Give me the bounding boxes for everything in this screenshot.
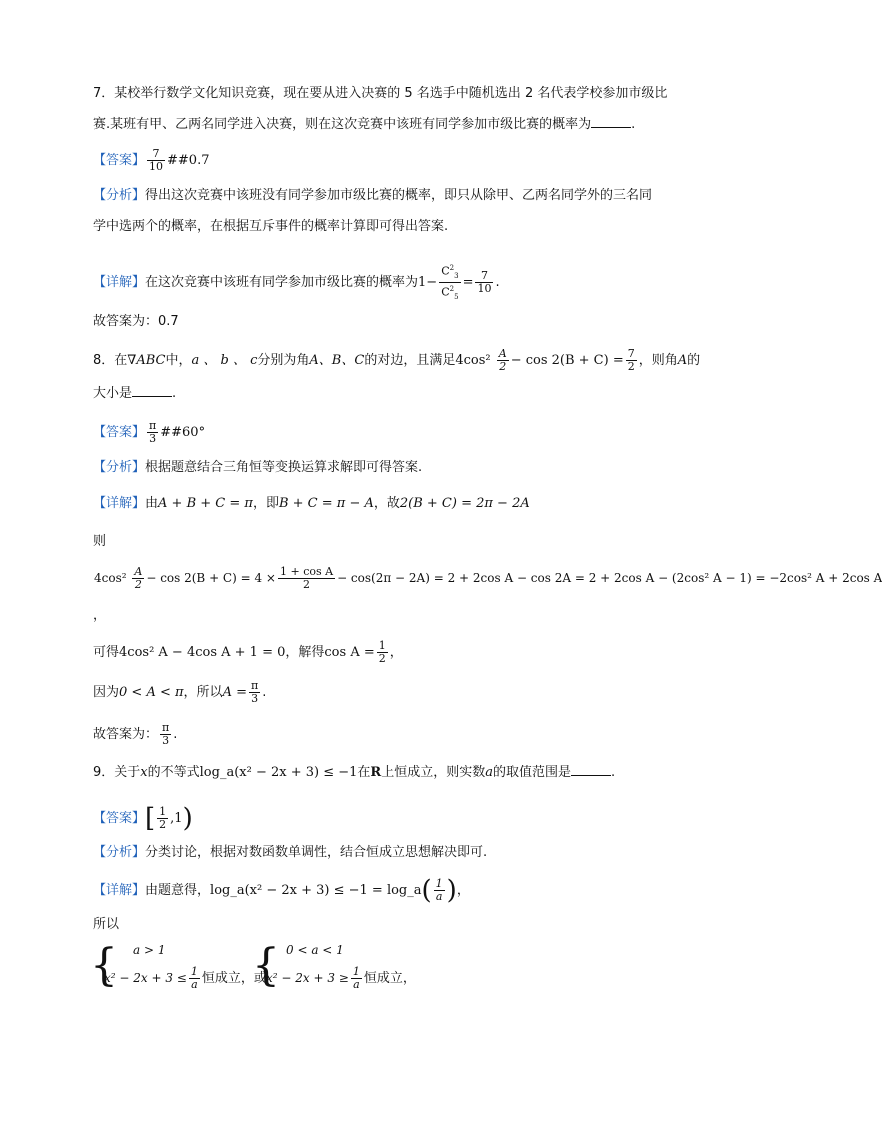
q7-stem-text2: 赛.某班有甲、乙两名同学进入决赛，则在这次竞赛中该班有同学参加市级比赛的概率为 [93, 117, 592, 132]
text: 所以 [93, 917, 120, 932]
q8-analysis [93, 458, 422, 478]
case2-top: 0 < a < 1 [286, 943, 344, 957]
fraction [157, 806, 168, 831]
math-expr: B + C = π − A [278, 496, 374, 511]
answer-tag: 【答案】 [93, 811, 146, 826]
detail-tag: 【详解】 [93, 496, 146, 511]
q7-answer [93, 148, 209, 173]
paren-close: ) [182, 803, 193, 834]
q9-stem: 9．关于x的不等式log_a(x² − 2x + 3) ≤ −1在R上恒成立，则实数a的取值范围是 . [93, 765, 616, 780]
math-expr: − cos 2(B + C) = [510, 353, 624, 368]
paren-open: ( [421, 875, 432, 906]
text: ，解得 [285, 645, 325, 660]
fraction [147, 420, 158, 445]
q8-then [93, 532, 106, 552]
answer-blank [571, 763, 611, 776]
math-expr: A + B + C = π [158, 496, 253, 511]
brace-left-2: { [252, 940, 280, 991]
frac-den: 2 [627, 360, 635, 373]
var-a: a [485, 765, 494, 780]
fraction [497, 348, 509, 373]
frac-num: 1 [378, 639, 386, 652]
math-expr: 1− [418, 274, 438, 290]
text: 的 [687, 353, 701, 368]
fraction [147, 148, 165, 173]
sup: 2 [449, 264, 455, 272]
q8-stem-line2: 大小是 . [93, 386, 177, 401]
answer-tail: ##60° [160, 425, 206, 440]
frac-num: π [162, 721, 170, 734]
analysis-text: 根据题意结合三角恒等变换运算求解即可得答案. [145, 460, 423, 475]
analysis-text2: 学中选两个的概率，在根据互斥事件的概率计算即可得出答案. [93, 219, 449, 234]
sub: 3 [454, 271, 459, 280]
frac-den: 10 [149, 160, 164, 173]
math-expr: 4cos² A − 4cos A + 1 = 0 [119, 645, 286, 660]
fraction [160, 722, 171, 747]
frac-num: 1 [159, 805, 167, 818]
text: 大小是 [93, 386, 133, 401]
q7-analysis-line2 [93, 217, 448, 237]
math-expr: x² − 2x + 3 ≤ [104, 971, 187, 985]
set-R: R [370, 765, 382, 780]
frac-num: 1 [352, 965, 360, 978]
text: 恒成立， [363, 971, 416, 986]
text: 分别为角 [257, 353, 310, 368]
math-expr: 4cos² [94, 571, 131, 585]
fraction-comb [439, 262, 460, 303]
sub: 5 [454, 292, 459, 301]
fraction [132, 566, 144, 591]
math-expr: log_a(x² − 2x + 3) ≤ −1 = log_a [210, 883, 422, 898]
q8-stem-line1 [93, 348, 700, 373]
sides: a 、 b 、 c [191, 353, 258, 368]
text: 可得 [93, 645, 120, 660]
frac-num: π [149, 419, 157, 432]
answer-tag: 【答案】 [93, 153, 146, 168]
q8-number: 8．在 [93, 353, 128, 368]
fraction [278, 566, 335, 591]
frac-num: 1 + cos A [279, 565, 334, 578]
detail-tag: 【详解】 [93, 274, 146, 290]
frac-num [439, 262, 460, 283]
text: ，即 [252, 496, 279, 511]
frac-den: 2 [159, 818, 167, 831]
math-expr: cos A = [324, 645, 375, 660]
var-x: x [140, 765, 148, 780]
detail-text: 在这次竞赛中该班有同学参加市级比赛的概率为 [145, 274, 419, 290]
q8-answer [93, 420, 205, 445]
text: 的不等式 [147, 765, 200, 780]
text: ，所以 [183, 685, 223, 700]
analysis-tag: 【分析】 [93, 845, 146, 860]
frac-num: A [498, 347, 507, 360]
frac-den: 2 [499, 360, 507, 373]
frac-den: 3 [162, 734, 170, 747]
analysis-tag: 【分析】 [93, 188, 146, 203]
angles: A、B、C [309, 353, 365, 368]
text: 上恒成立，则实数 [381, 765, 486, 780]
math-expr: log_a(x² − 2x + 3) ≤ −1 [199, 765, 358, 780]
conclusion-text: 故答案为： [93, 727, 159, 742]
fraction [626, 348, 637, 373]
c-symbol: C [441, 264, 450, 278]
frac-den: 10 [477, 281, 492, 295]
frac-den: a [191, 978, 198, 991]
triangle-name: ∇ABC [127, 353, 166, 368]
q7-stem-line2: 赛.某班有甲、乙两名同学进入决赛，则在这次竞赛中该班有同学参加市级比赛的概率为 . [93, 117, 636, 132]
analysis-text: 得出这次竞赛中该班没有同学参加市级比赛的概率，即只从除甲、乙两名同学外的三名同 [145, 188, 653, 203]
q8-conclusion: 故答案为： $\frac{\pi}{3}$ . [93, 721, 178, 747]
math-expr: 2(B + C) = 2π − 2A [399, 496, 530, 511]
frac-num: 7 [475, 270, 493, 283]
text: 在 [357, 765, 371, 780]
fraction [189, 966, 200, 991]
frac-den [439, 283, 460, 303]
answer-tail: ,1 [170, 811, 183, 826]
text: ，故 [373, 496, 400, 511]
math-expr: − cos 2(B + C) = 4 × [146, 571, 276, 585]
q7-detail: 【详解】在这次竞赛中该班有同学参加市级比赛的概率为1− $\frac{C^2_3}{C^2_5}$ = $\frac{7}{10}$ . [93, 264, 500, 301]
case1-top: a > 1 [133, 943, 166, 957]
case1-bottom [104, 966, 267, 991]
q8-long-equation [94, 566, 882, 591]
text: ，则角 [638, 353, 678, 368]
frac-den: 2 [303, 578, 311, 591]
fraction [434, 878, 445, 903]
q9-so [93, 915, 119, 935]
fraction [249, 680, 260, 705]
math-expr: 4cos² [455, 353, 495, 368]
text: 恒成立，或 [201, 971, 267, 986]
q9-analysis [93, 843, 487, 863]
q8-comma [93, 606, 106, 626]
frac-num: π [250, 679, 259, 692]
frac-num: 7 [147, 148, 165, 161]
text: ， [456, 883, 470, 898]
text: 的取值范围是 [493, 765, 572, 780]
answer-tail: ##0.7 [167, 153, 210, 168]
c-symbol: C [441, 285, 450, 299]
frac-den: a [353, 978, 360, 991]
q7-stem-text: 7．某校举行数学文化知识竞赛，现在要从进入决赛的 5 名选手中随机选出 2 名代表学校参加市级比 [93, 86, 668, 101]
math-expr: x² − 2x + 3 ≥ [266, 971, 349, 985]
frac-den: 3 [149, 432, 157, 445]
answer-blank [591, 115, 631, 128]
math-expr: − cos(2π − 2A) = 2 + 2cos A − cos 2A = 2 + 2cos A − (2cos² A − 1) = −2cos² A + 2cos A [337, 571, 882, 585]
math-expr: A = [222, 685, 247, 700]
frac-den: a [435, 890, 443, 903]
frac-num: A [134, 565, 143, 578]
conclusion-text: 故答案为：0.7 [93, 314, 179, 329]
detail-tag: 【详解】 [93, 883, 146, 898]
answer-tag: 【答案】 [93, 425, 146, 440]
analysis-text: 分类讨论，根据对数函数单调性，结合恒成立思想解决即可. [145, 845, 488, 860]
q8-got: 可得4cos² A − 4cos A + 1 = 0，解得cos A = $\frac{1}{2}$ ， [93, 639, 403, 665]
case2-bottom [266, 966, 416, 991]
analysis-tag: 【分析】 [93, 460, 146, 475]
frac-num: 1 [190, 965, 198, 978]
frac-den: 2 [134, 578, 142, 591]
paren-close: ) [446, 875, 457, 906]
math-expr: 0 < A < π [119, 685, 184, 700]
text: ， [93, 608, 107, 623]
q8-detail [93, 494, 530, 514]
fraction [475, 270, 493, 295]
q7-stem-line1 [93, 84, 667, 104]
text: 由题意得， [145, 883, 211, 898]
text: 由 [145, 496, 159, 511]
q9-number: 9．关于 [93, 765, 141, 780]
q7-conclusion [93, 312, 179, 332]
angle-A: A [677, 353, 688, 368]
text: 因为 [93, 685, 120, 700]
fraction [351, 966, 362, 991]
q9-detail [93, 875, 470, 906]
bracket-open: [ [145, 803, 156, 834]
frac-num: 7 [627, 347, 635, 360]
text: 中， [165, 353, 192, 368]
answer-blank [132, 384, 172, 397]
q8-because: 因为0 < A < π，所以A = $\frac{\pi}{3}$ . [93, 679, 267, 705]
fraction [377, 640, 388, 665]
frac-den: 2 [378, 652, 386, 665]
brace-left-1: { [90, 940, 118, 991]
q9-answer [93, 803, 193, 834]
text: 的对边，且满足 [364, 353, 456, 368]
equals: = [462, 274, 474, 290]
text: 则 [93, 534, 107, 549]
sup: 2 [449, 284, 455, 293]
frac-den: 3 [251, 692, 259, 705]
frac-num: 1 [435, 877, 443, 890]
q7-analysis-line1 [93, 186, 652, 206]
